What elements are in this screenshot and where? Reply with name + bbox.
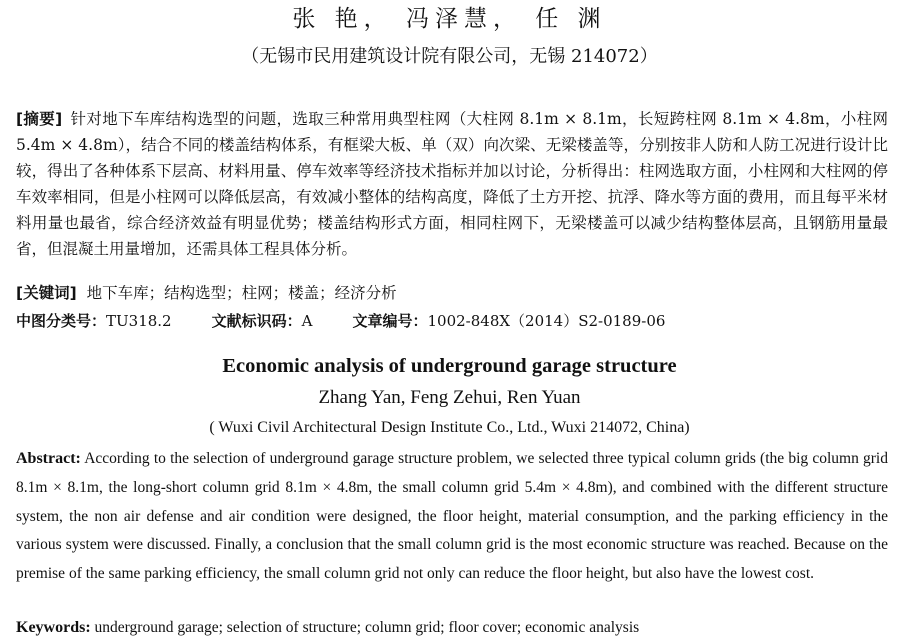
document-code-value: A [301, 312, 313, 330]
english-keywords-label: Keywords: [16, 619, 91, 636]
english-abstract-text: According to the selection of underground garage structure problem, we selected three typical column grids (the big column grid 8.1m × 8.1m, the long-short column grid 8.1m × 4.8m, the small column grid 5.4m × 4.8m), and combined with the different structure system, the non air defense and air condition were designed, the floor height, material consumption, and the parking efficiency in the various system were discussed. Finally, a conclusion that the small column grid is the most economic structure was reached. Because on the premise of the same parking efficiency, the small column grid not only can reduce the floor height, but also have the lowest cost. [16, 450, 888, 583]
chinese-keywords-label: [关键词] [16, 284, 77, 302]
chinese-abstract [16, 106, 888, 262]
english-authors: Zhang Yan, Feng Zehui, Ren Yuan [318, 387, 581, 408]
article-number [352, 309, 665, 333]
classification-line [16, 309, 888, 333]
chinese-abstract-text: 针对地下车库结构选型的问题，选取三种常用典型柱网（大柱网 8.1m × 8.1m，长短跨柱网 8.1m × 4.8m，小柱网 5.4m × 4.8m），结合不同的楼盖结构体系，有框梁大板、单（双）向次梁、无梁楼盖等，分别按非人防和人防工况进行设计比较，得出了各种体系下层高、材料用量、停车效率等经济技术指标并加以讨论，分析得出：柱网选取方面，小柱网和大柱网的停车效率相同，但是小柱网可以降低层高，有效减小整体的结构高度，降低了土方开挖、抗浮、降水等方面的费用，而且每平米材料用量也最省，综合经济效益有明显优势；楼盖结构形式方面，相同柱网下，无梁楼盖可以减少结构整体层高，且钢筋用量最省，但混凝土用量增加，还需具体工程具体分析。 [16, 110, 888, 258]
chinese-authors: 张 艳， 冯泽慧， 任 渊 [292, 6, 607, 32]
article-number-value: 1002-848X（2014）S2-0189-06 [427, 312, 666, 330]
document-code-label: 文献标识码： [211, 312, 302, 330]
clc-number [16, 309, 172, 333]
chinese-affiliation: （无锡市民用建筑设计院有限公司，无锡 214072） [241, 46, 658, 67]
chinese-keywords [16, 281, 888, 305]
english-abstract-label: Abstract: [16, 450, 81, 467]
article-number-label: 文章编号： [352, 312, 428, 330]
clc-label: 中图分类号： [16, 312, 107, 330]
clc-value: TU318.2 [106, 312, 172, 330]
chinese-abstract-label: [摘要] [16, 110, 63, 128]
chinese-keywords-text: 地下车库；结构选型；柱网；楼盖；经济分析 [86, 284, 397, 302]
english-abstract [16, 445, 888, 589]
document-code [212, 309, 313, 333]
english-keywords-text: underground garage; selection of structure; column grid; floor cover; economic analysis [94, 619, 640, 636]
english-title: Economic analysis of underground garage structure [222, 355, 677, 377]
english-keywords [16, 616, 888, 640]
english-affiliation: ( Wuxi Civil Architectural Design Institute Co., Ltd., Wuxi 214072, China) [209, 419, 690, 436]
